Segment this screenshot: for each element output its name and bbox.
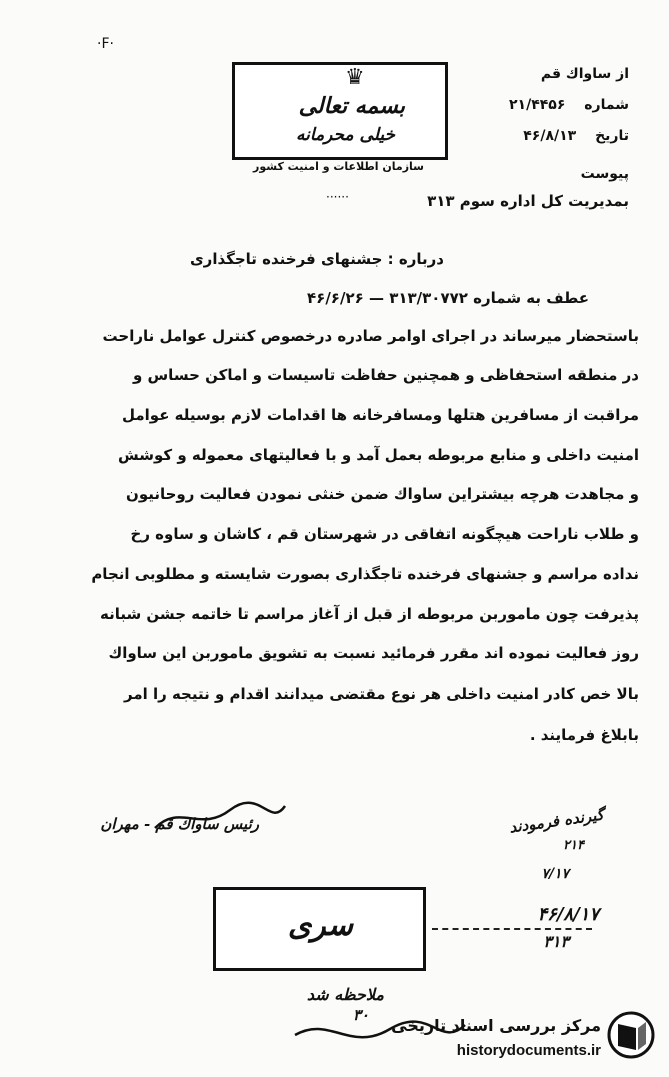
header-number-label: شماره bbox=[584, 97, 629, 113]
body-line: باستحضار میرساند در اجرای اوامر صادره درخصوص کنترل عوامل ناراحت bbox=[102, 327, 639, 345]
body-line: در منطقه استحفاظی و همچنین حفاظت تاسیسات و اماکن حساس و bbox=[132, 366, 639, 384]
header-date bbox=[523, 128, 629, 144]
handwritten-number: ۳۰ bbox=[352, 1006, 369, 1024]
body-line: نداده مراسم و جشنهای فرخنده تاجگذاری بصورت شایسته و مطلوبی انجام bbox=[91, 565, 639, 583]
watermark-logo-icon bbox=[606, 1010, 656, 1060]
margin-note-3: ۷/۱۷ bbox=[541, 866, 569, 882]
margin-note-1: گیرنده فرمودند bbox=[508, 805, 605, 837]
signature-title: رئیس ساواك قم - مهران bbox=[100, 815, 259, 833]
watermark-name: مرکز بررسی اسناد تاریخی bbox=[391, 1016, 601, 1035]
body-line: امنیت داخلی و منابع مربوطه بعمل آمد و با فعالیتهای معموله و کوشش bbox=[118, 446, 639, 464]
header-number bbox=[509, 97, 629, 113]
body-line: بابلاغ فرمایند . bbox=[529, 726, 639, 744]
margin-note-2: ۲۱۴ bbox=[563, 838, 584, 853]
body-line: مراقبت از مسافرین هتلها ومسافرخانه ها اقدامات لازم بوسیله عوامل bbox=[121, 406, 639, 424]
corner-mark: ·F· bbox=[97, 36, 114, 52]
body-line: و مجاهدت هرچه بیشتراین ساواك ضمن خنثی نمودن فعالیت روحانیون bbox=[126, 485, 639, 503]
registration-code: ۳۱۳ bbox=[543, 932, 569, 951]
subject: درباره : جشنهای فرخنده تاجگذاری bbox=[189, 250, 444, 268]
header-to: بمدیریت کل اداره سوم ۳۱۳ bbox=[427, 192, 629, 210]
stamp-org: سازمان اطلاعات و امنیت کشور bbox=[253, 160, 424, 173]
registration-rule bbox=[432, 928, 592, 930]
emblem-icon: ♛ bbox=[345, 65, 365, 90]
stamp-subtitle: خیلی محرمانه bbox=[296, 125, 395, 145]
stamp-dots: ······ bbox=[326, 190, 349, 204]
stamp-title: بسمه تعالی bbox=[298, 93, 405, 119]
body-line: و طلاب ناراحت هیچگونه اتفاقی در شهرستان قم ، کاشان و ساوه رخ bbox=[130, 525, 639, 543]
secret-stamp-text: سری bbox=[287, 908, 353, 943]
header-number-value: ۲۱/۴۴۵۶ bbox=[509, 97, 566, 113]
header-from: از ساواك قم bbox=[540, 66, 629, 82]
body-line: روز فعالیت نموده اند مقرر فرمائید نسبت به تشویق ماموربن این ساواك bbox=[108, 644, 639, 662]
header-date-value: ۴۶/۸/۱۳ bbox=[523, 128, 577, 144]
watermark-url: historydocuments.ir bbox=[456, 1042, 601, 1059]
body-line: پذیرفت چون ماموربن مربوطه از قبل از آغاز مراسم تا خاتمه جشن شبانه bbox=[99, 605, 639, 623]
body-line: بالا خص کادر امنیت داخلی هر نوع مقتضی میدانند اقدام و نتیجه را امر bbox=[123, 685, 639, 703]
classification-stamp bbox=[232, 62, 448, 160]
reference: عطف به شماره ۳۱۳/۳۰۷۷۲ — ۴۶/۶/۲۶ bbox=[307, 289, 589, 307]
header-date-label: تاریخ bbox=[595, 128, 629, 144]
registration-number: ۴۶/۸/۱۷ bbox=[537, 904, 599, 925]
secret-stamp bbox=[213, 887, 426, 971]
handwritten-note: ملاحظه شد bbox=[306, 985, 384, 1004]
header-attachment: پیوست bbox=[580, 166, 629, 182]
